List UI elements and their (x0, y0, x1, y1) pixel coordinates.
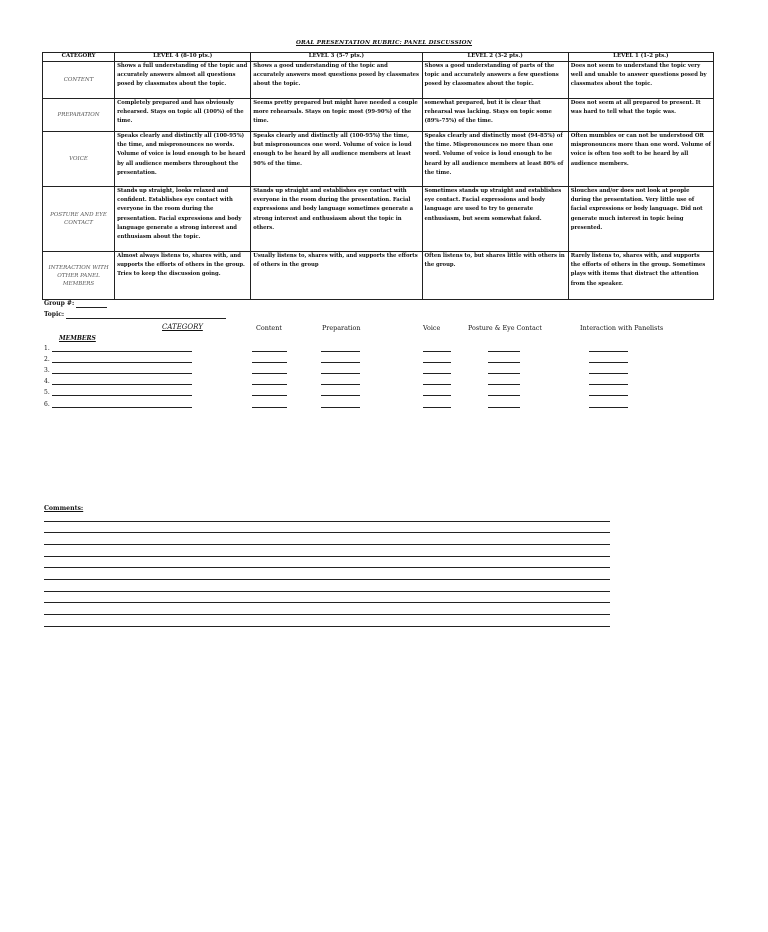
column-header-voice: Voice (423, 324, 441, 332)
group-label: Group #: (44, 300, 75, 307)
rubric-row-preparation (43, 99, 714, 132)
rubric-cell: Shows a good understanding of the topic and accurately answers most questions posed by classmates about the topic. (251, 62, 422, 99)
interaction-score-field[interactable] (589, 407, 628, 408)
rubric-cell: Speaks clearly and distinctly all (100-95%) the time, but mispronounces one word. Volume of voice is loud enough to be heard by all audience members at least 90% of the time. (251, 132, 422, 187)
header-level-2: LEVEL 2 (3-2 pts.) (422, 53, 568, 62)
rubric-row-interaction (43, 252, 714, 300)
row-category: POSTURE AND EYE CONTACT (43, 187, 115, 252)
comments-label: Comments: (44, 505, 84, 512)
rubric-row-voice (43, 132, 714, 187)
rubric-cell: somewhat prepared, but it is clear that rehearsal was lacking. Stays on topic some (89%-75%) of the time. (422, 99, 568, 132)
interaction-score-field[interactable] (589, 395, 628, 396)
member-number: 4. (44, 378, 50, 385)
content-score-field[interactable] (252, 395, 287, 396)
interaction-score-field[interactable] (589, 373, 628, 374)
voice-score-field[interactable] (423, 395, 451, 396)
rubric-cell: Sometimes stands up straight and establishes eye contact. Facial expressions and body language are used to try to generate enthusiasm, but seem somewhat faked. (422, 187, 568, 252)
preparation-score-field[interactable] (321, 373, 360, 374)
group-field[interactable] (76, 307, 107, 308)
comment-line[interactable] (44, 614, 610, 615)
rubric-cell: Usually listens to, shares with, and supports the efforts of others in the group (251, 252, 422, 300)
rubric-cell: Slouches and/or does not look at people during the presentation. Very little use of facial expressions or body language. Did not generate much interest in topic being presented. (568, 187, 713, 252)
member-number: 1. (44, 345, 50, 352)
member-number: 5. (44, 389, 50, 396)
column-header-category: CATEGORY (162, 323, 203, 331)
preparation-score-field[interactable] (321, 362, 360, 363)
comment-line[interactable] (44, 567, 610, 568)
row-category: PREPARATION (43, 99, 115, 132)
comment-line[interactable] (44, 602, 610, 603)
rubric-cell: Speaks clearly and distinctly most (94-85%) of the time. Mispronounces no more than one word. Volume of voice is loud enough to be heard by all audience members at least 80% of the time. (422, 132, 568, 187)
column-header-interaction: Interaction with Panelists (580, 324, 664, 332)
column-header-preparation: Preparation (322, 324, 361, 332)
rubric-cell: Stands up straight and establishes eye contact with everyone in the room during the presentation. Facial expressions and body language sometimes generate a strong interest and enthusiasm about the topic in others. (251, 187, 422, 252)
preparation-score-field[interactable] (321, 407, 360, 408)
comment-line[interactable] (44, 521, 610, 522)
rubric-table (42, 52, 714, 300)
member-name-field[interactable] (52, 373, 192, 374)
header-level-4: LEVEL 4 (8-10 pts.) (115, 53, 251, 62)
posture-score-field[interactable] (488, 362, 520, 363)
preparation-score-field[interactable] (321, 384, 360, 385)
comment-line[interactable] (44, 591, 610, 592)
posture-score-field[interactable] (488, 395, 520, 396)
rubric-cell: Completely prepared and has obviously rehearsed. Stays on topic all (100%) of the time. (115, 99, 251, 132)
topic-field[interactable] (66, 318, 226, 319)
posture-score-field[interactable] (488, 373, 520, 374)
posture-score-field[interactable] (488, 384, 520, 385)
row-category: CONTENT (43, 62, 115, 99)
posture-score-field[interactable] (488, 407, 520, 408)
member-name-field[interactable] (52, 395, 192, 396)
content-score-field[interactable] (252, 373, 287, 374)
voice-score-field[interactable] (423, 384, 451, 385)
preparation-score-field[interactable] (321, 395, 360, 396)
interaction-score-field[interactable] (589, 384, 628, 385)
rubric-cell: Rarely listens to, shares with, and supports the efforts of others in the group. Sometimes plays with items that distract the attention from the speaker. (568, 252, 713, 300)
comment-line[interactable] (44, 556, 610, 557)
rubric-cell: Often listens to, but shares little with others in the group. (422, 252, 568, 300)
rubric-row-posture (43, 187, 714, 252)
header-level-1: LEVEL 1 (1-2 pts.) (568, 53, 713, 62)
content-score-field[interactable] (252, 407, 287, 408)
column-header-posture: Posture & Eye Contact (468, 324, 542, 332)
rubric-cell: Does not seem to understand the topic very well and unable to answer questions posed by classmates about the topic. (568, 62, 713, 99)
members-label: MEMBERS (59, 335, 96, 342)
comment-line[interactable] (44, 544, 610, 545)
rubric-cell: Shows a full understanding of the topic and accurately answers almost all questions posed by classmates about the topic. (115, 62, 251, 99)
content-score-field[interactable] (252, 362, 287, 363)
topic-label: Topic: (44, 311, 65, 318)
preparation-score-field[interactable] (321, 351, 360, 352)
content-score-field[interactable] (252, 384, 287, 385)
rubric-cell: Shows a good understanding of parts of the topic and accurately answers a few questions posed by classmates about the topic. (422, 62, 568, 99)
rubric-cell: Stands up straight, looks relaxed and confident. Establishes eye contact with everyone in the room during the presentation. Facial expressions and body language generate a strong interest and enthusiasm about the topic. (115, 187, 251, 252)
voice-score-field[interactable] (423, 362, 451, 363)
rubric-header-row (43, 53, 714, 62)
rubric-cell: Almost always listens to, shares with, and supports the efforts of others in the group. Tries to keep the discussion going. (115, 252, 251, 300)
content-score-field[interactable] (252, 351, 287, 352)
member-number: 3. (44, 367, 50, 374)
voice-score-field[interactable] (423, 407, 451, 408)
member-name-field[interactable] (52, 407, 192, 408)
comment-line[interactable] (44, 626, 610, 627)
row-category: INTERACTION WITH OTHER PANEL MEMBERS (43, 252, 115, 300)
member-number: 2. (44, 356, 50, 363)
member-name-field[interactable] (52, 351, 192, 352)
comment-line[interactable] (44, 532, 610, 533)
rubric-row-content (43, 62, 714, 99)
voice-score-field[interactable] (423, 351, 451, 352)
header-category: CATEGORY (43, 53, 115, 62)
rubric-cell: Speaks clearly and distinctly all (100-95%) the time, and mispronounces no words. Volume of voice is loud enough to be heard by all audience members throughout the presentation. (115, 132, 251, 187)
rubric-cell: Does not seem at all prepared to present. It was hard to tell what the topic was. (568, 99, 713, 132)
voice-score-field[interactable] (423, 373, 451, 374)
posture-score-field[interactable] (488, 351, 520, 352)
row-category: VOICE (43, 132, 115, 187)
member-name-field[interactable] (52, 384, 192, 385)
interaction-score-field[interactable] (589, 362, 628, 363)
member-number: 6. (44, 401, 50, 408)
page-title: ORAL PRESENTATION RUBRIC: PANEL DISCUSSION (295, 40, 473, 46)
comment-line[interactable] (44, 579, 610, 580)
header-level-3: LEVEL 3 (5-7 pts.) (251, 53, 422, 62)
rubric-cell: Seems pretty prepared but might have needed a couple more rehearsals. Stays on topic most (99-90%) of the time. (251, 99, 422, 132)
interaction-score-field[interactable] (589, 351, 628, 352)
rubric-cell: Often mumbles or can not be understood OR mispronounces more than one word. Volume of voice is often too soft to be heard by all audience members. (568, 132, 713, 187)
member-name-field[interactable] (52, 362, 192, 363)
column-header-content: Content (256, 324, 282, 332)
